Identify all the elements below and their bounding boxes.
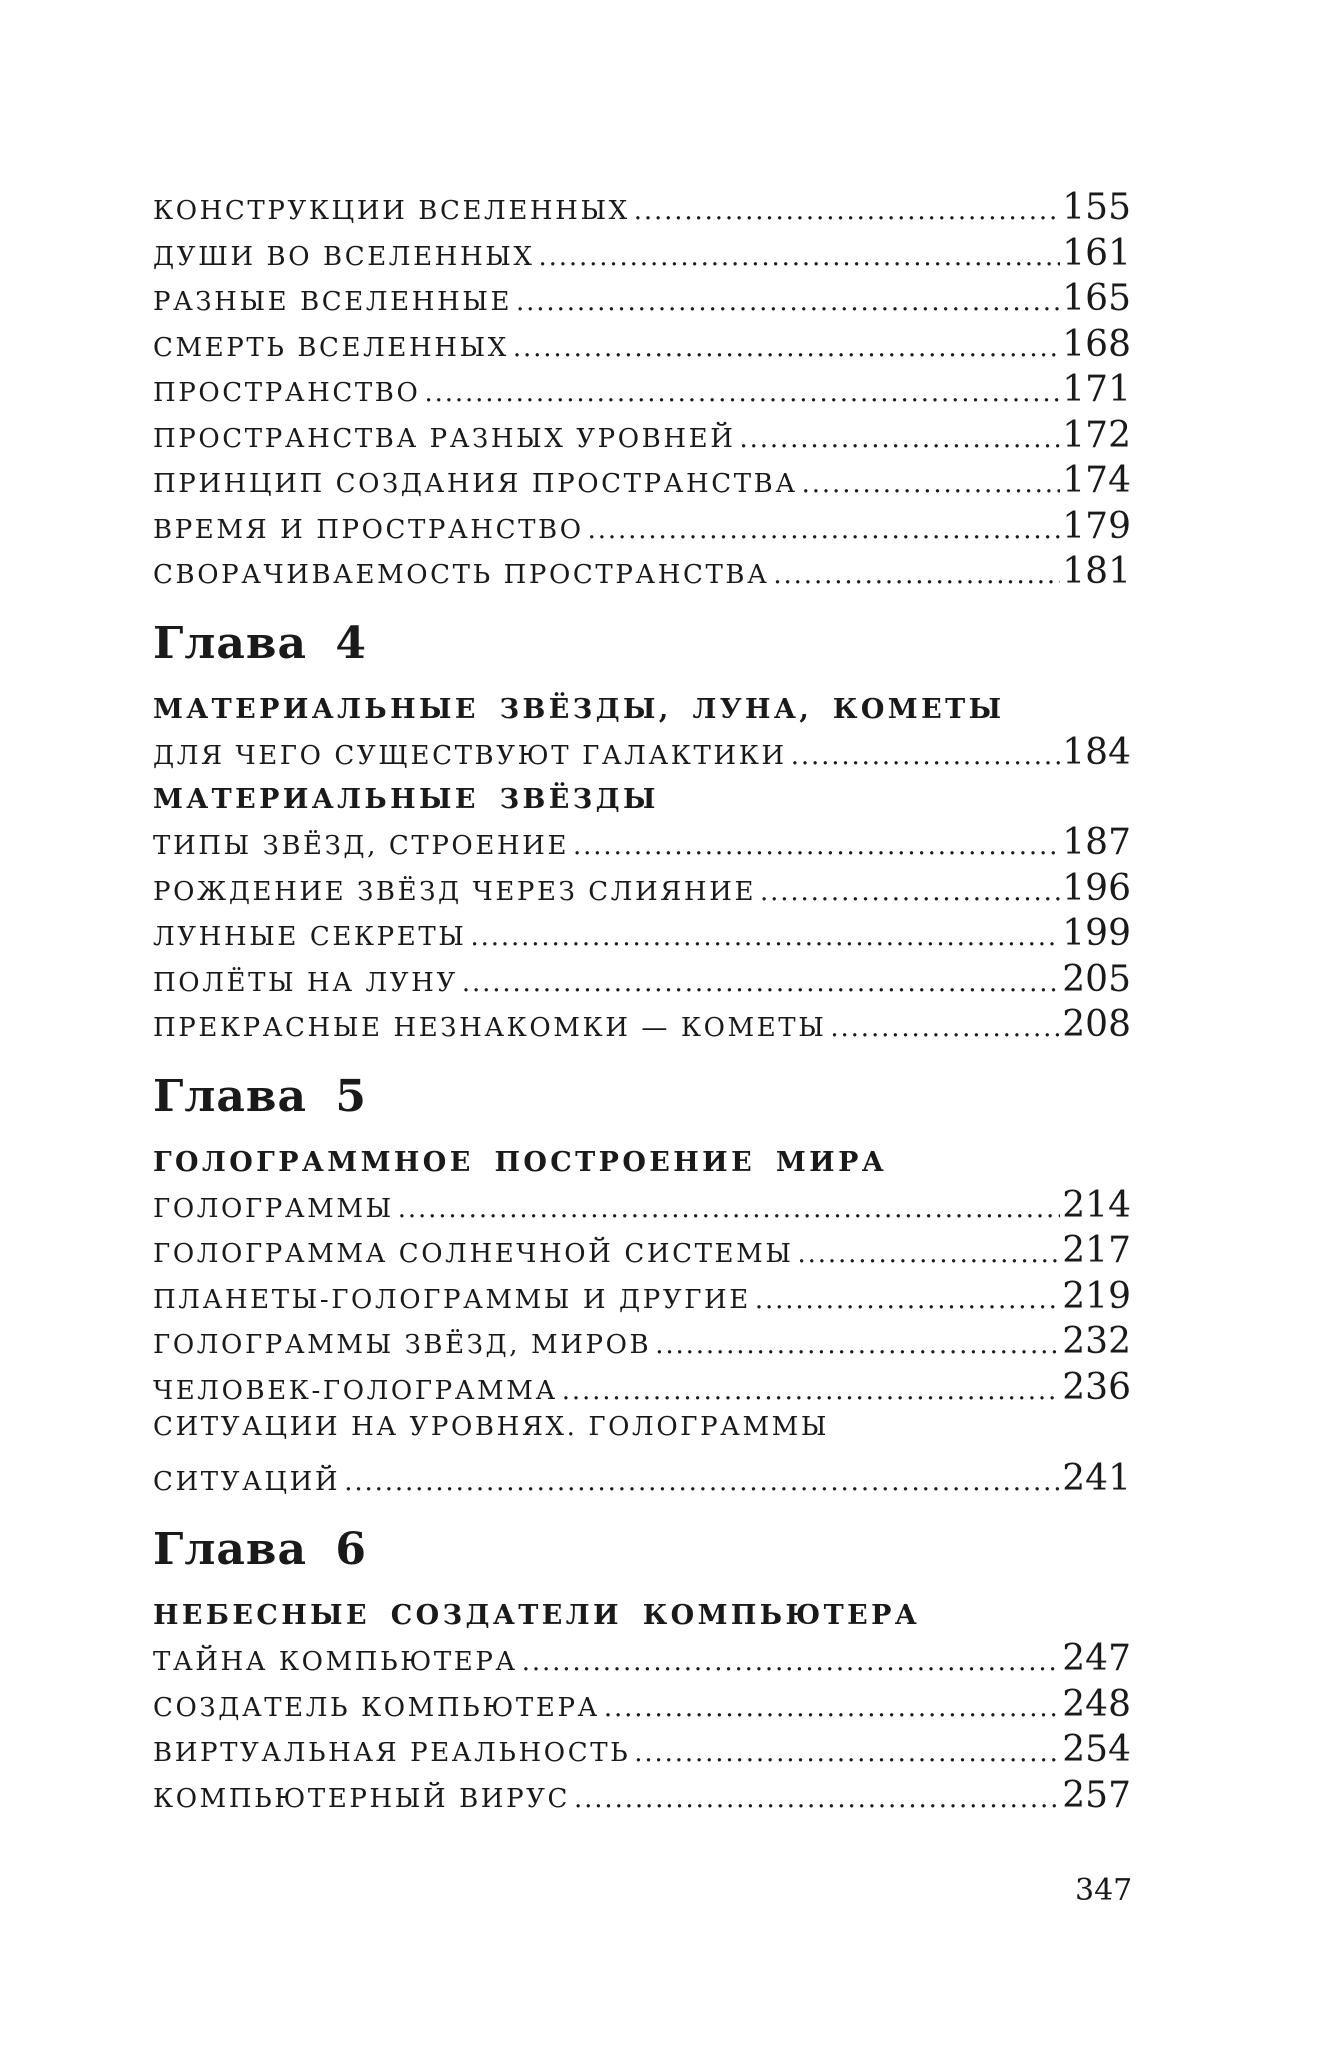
toc-entry-page: 155 <box>1062 187 1131 228</box>
dot-leader <box>516 287 1060 317</box>
toc-entry-label: ПРОСТРАНСТВА РАЗНЫХ УРОВНЕЙ <box>153 423 736 454</box>
toc-entry-wrapped-line <box>153 1412 1131 1458</box>
toc-entry <box>153 324 1131 370</box>
toc-entry <box>153 1458 1131 1504</box>
toc-entry <box>153 1230 1131 1276</box>
toc-entry-page: 161 <box>1062 232 1131 274</box>
toc-entry-label: КОМПЬЮТЕРНЫЙ ВИРУС <box>153 1783 571 1814</box>
toc-entry-label: ТИПЫ ЗВЁЗД, СТРОЕНИЕ <box>153 831 570 861</box>
chapter-6-heading: Глава 6 <box>153 1524 367 1575</box>
toc-entry <box>153 1367 1131 1413</box>
toc-entry-page: 199 <box>1062 913 1131 954</box>
dot-leader <box>634 196 1061 226</box>
toc-entry-label: СМЕРТЬ ВСЕЛЕННЫХ <box>153 332 509 363</box>
toc-entry-label: ГОЛОГРАММА СОЛНЕЧНОЙ СИСТЕМЫ <box>153 1239 794 1269</box>
toc-entry <box>153 732 1131 778</box>
toc-entry-label: ТАЙНА КОМПЬЮТЕРА <box>153 1647 518 1677</box>
toc-entry-label: ПРИНЦИП СОЗДАНИЯ ПРОСТРАНСТВА <box>153 469 798 499</box>
toc-entry-label: ПЛАНЕТЫ-ГОЛОГРАММЫ И ДРУГИЕ <box>153 1284 751 1315</box>
toc-entry-label: РОЖДЕНИЕ ЗВЁЗД ЧЕРЕЗ СЛИЯНИЕ <box>153 876 757 907</box>
toc-entry-label: ПОЛЁТЫ НА ЛУНУ <box>153 967 458 998</box>
toc-entry <box>153 369 1131 415</box>
toc-entry-page: 257 <box>1062 1774 1131 1816</box>
toc-entry <box>153 506 1131 552</box>
dot-leader <box>791 741 1061 771</box>
dot-leader <box>634 1738 1060 1768</box>
toc-entry-label: ЛУННЫЕ СЕКРЕТЫ <box>153 922 467 952</box>
toc-entry <box>153 1321 1131 1367</box>
toc-entry <box>153 1684 1131 1730</box>
dot-leader <box>830 1013 1060 1043</box>
toc-entry <box>153 187 1131 233</box>
toc-entry-label: ГОЛОГРАММЫ <box>153 1193 394 1224</box>
toc-entry <box>153 959 1131 1005</box>
dot-leader <box>755 1285 1060 1315</box>
dot-leader <box>802 469 1061 499</box>
toc-entry-page: 168 <box>1062 323 1131 365</box>
toc-entry <box>153 1004 1131 1050</box>
section-heading: ГОЛОГРАММНОЕ ПОСТРОЕНИЕ МИРА <box>153 1146 888 1178</box>
toc-entry <box>153 1775 1131 1821</box>
toc-entry-page: 187 <box>1062 822 1131 863</box>
toc-entry-page: 247 <box>1062 1638 1131 1679</box>
toc-entry-label: ПРОСТРАНСТВО <box>153 378 421 408</box>
page-number: 347 <box>1075 1873 1133 1908</box>
toc-entry <box>153 1185 1131 1231</box>
dot-leader <box>470 922 1060 952</box>
toc-entry-page: 236 <box>1062 1366 1131 1408</box>
dot-leader <box>798 1239 1061 1269</box>
section-heading: НЕБЕСНЫЕ СОЗДАТЕЛИ КОМПЬЮТЕРА <box>153 1600 921 1631</box>
dot-leader <box>424 378 1060 408</box>
toc-entry-page: 248 <box>1062 1683 1131 1725</box>
dot-leader <box>588 515 1061 545</box>
chapter-5-heading: Глава 5 <box>153 1070 367 1122</box>
dot-leader <box>462 968 1060 998</box>
toc-entry-page: 172 <box>1062 414 1131 456</box>
dot-leader <box>740 424 1061 454</box>
toc-entry-label: СИТУАЦИЙ <box>153 1466 341 1497</box>
toc-entry-page: 196 <box>1062 867 1131 909</box>
dot-leader <box>539 242 1061 272</box>
dot-leader <box>574 1784 1060 1814</box>
section-heading: МАТЕРИАЛЬНЫЕ ЗВЁЗДЫ, ЛУНА, КОМЕТЫ <box>153 693 1005 725</box>
toc-entry <box>153 460 1131 506</box>
section-heading: МАТЕРИАЛЬНЫЕ ЗВЁЗДЫ <box>153 784 659 815</box>
toc-entry-label: СИТУАЦИИ НА УРОВНЯХ. ГОЛОГРАММЫ <box>153 1412 830 1442</box>
toc-entry <box>153 1638 1131 1684</box>
dot-leader <box>398 1194 1061 1224</box>
toc-entry-page: 214 <box>1062 1184 1131 1226</box>
toc-entry-label: ГОЛОГРАММЫ ЗВЁЗД, МИРОВ <box>153 1330 652 1360</box>
toc-list-top <box>153 187 1131 597</box>
dot-leader <box>522 1647 1061 1677</box>
toc-entry-page: 241 <box>1062 1457 1131 1499</box>
toc-entry-page: 165 <box>1062 278 1131 319</box>
toc-entry-page: 205 <box>1062 958 1131 1000</box>
toc-entry-page: 219 <box>1062 1275 1131 1317</box>
dot-leader <box>344 1467 1060 1497</box>
dot-leader <box>760 877 1060 907</box>
toc-entry-label: ВРЕМЯ И ПРОСТРАНСТВО <box>153 514 584 545</box>
toc-entry <box>153 415 1131 461</box>
toc-entry <box>153 278 1131 324</box>
dot-leader <box>513 333 1060 363</box>
toc-entry <box>153 913 1131 959</box>
toc-entry-page: 208 <box>1062 1004 1131 1045</box>
toc-entry-label: ДУШИ ВО ВСЕЛЕННЫХ <box>153 241 535 272</box>
toc-entry <box>153 551 1131 597</box>
toc-entry-label: РАЗНЫЕ ВСЕЛЕННЫЕ <box>153 287 513 317</box>
toc-entry-label: ПРЕКРАСНЫЕ НЕЗНАКОМКИ — КОМЕТЫ <box>153 1013 827 1043</box>
toc-entry <box>153 868 1131 914</box>
dot-leader <box>773 560 1060 590</box>
toc-entry <box>153 233 1131 279</box>
toc-entry-page: 184 <box>1062 731 1131 773</box>
toc-entry-label: КОНСТРУКЦИИ ВСЕЛЕННЫХ <box>153 196 630 226</box>
toc-entry-page: 171 <box>1062 369 1131 410</box>
toc-entry-label: ЧЕЛОВЕК-ГОЛОГРАММА <box>153 1375 558 1406</box>
toc-entry <box>153 1276 1131 1322</box>
dot-leader <box>655 1330 1060 1360</box>
dot-leader <box>573 831 1060 861</box>
chapter-4-heading: Глава 4 <box>153 617 367 669</box>
toc-entry-page: 181 <box>1062 551 1131 592</box>
toc-entry-label: ВИРТУАЛЬНАЯ РЕАЛЬНОСТЬ <box>153 1738 631 1768</box>
toc-entry-label: СОЗДАТЕЛЬ КОМПЬЮТЕРА <box>153 1692 600 1723</box>
toc-entry <box>153 1729 1131 1775</box>
toc-entry-label: СВОРАЧИВАЕМОСТЬ ПРОСТРАНСТВА <box>153 560 770 590</box>
toc-entry-page: 179 <box>1062 505 1131 547</box>
table-of-contents <box>153 187 1131 1820</box>
dot-leader <box>604 1693 1060 1723</box>
toc-entry-page: 217 <box>1062 1230 1131 1271</box>
dot-leader <box>562 1376 1061 1406</box>
toc-entry-label: ДЛЯ ЧЕГО СУЩЕСТВУЮТ ГАЛАКТИКИ <box>153 740 787 771</box>
toc-entry-page: 174 <box>1062 460 1131 501</box>
toc-entry <box>153 822 1131 868</box>
toc-entry-page: 232 <box>1062 1321 1131 1362</box>
toc-entry-page: 254 <box>1062 1729 1131 1770</box>
